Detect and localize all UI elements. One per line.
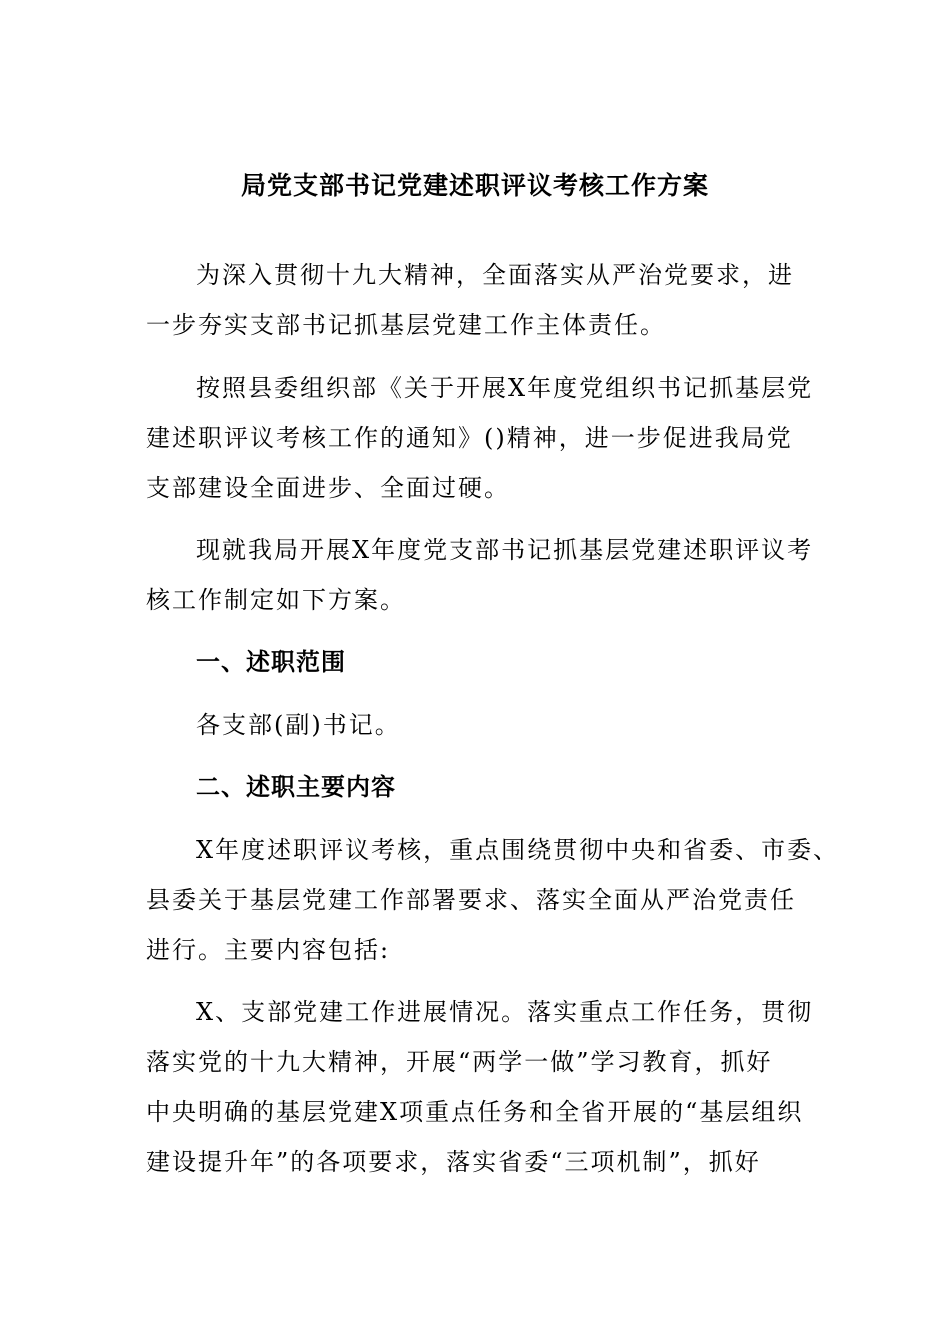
section-heading: 一、述职范围: [196, 648, 346, 676]
paragraph-line: 各支部(副)书记。: [196, 711, 401, 739]
paragraph-line: 落实党的十九大精神，开展“两学一做”学习教育，抓好: [146, 1048, 773, 1076]
paragraph-line: 建设提升年”的各项要求，落实省委“三项机制”，抓好: [146, 1148, 761, 1176]
paragraph-line: 进行。主要内容包括:: [146, 936, 391, 964]
paragraph-line: 一步夯实支部书记抓基层党建工作主体责任。: [146, 311, 666, 339]
paragraph-line: 为深入贯彻十九大精神，全面落实从严治党要求，进: [196, 261, 794, 289]
document-title: 局党支部书记党建述职评议考核工作方案: [240, 171, 709, 200]
paragraph-line: 县委关于基层党建工作部署要求、落实全面从严治党责任: [146, 886, 796, 914]
section-heading: 二、述职主要内容: [196, 773, 396, 801]
paragraph-line: 建述职评议考核工作的通知》()精神，进一步促进我局党: [146, 424, 793, 452]
paragraph-line: 按照县委组织部《关于开展X年度党组织书记抓基层党: [196, 374, 814, 402]
paragraph-line: 中央明确的基层党建X项重点任务和全省开展的“基层组织: [146, 1098, 804, 1126]
paragraph-line: 现就我局开展X年度党支部书记抓基层党建述职评议考: [196, 536, 814, 564]
paragraph-line: 支部建设全面进步、全面过硬。: [146, 474, 510, 502]
paragraph-line: 核工作制定如下方案。: [146, 586, 406, 614]
paragraph-line: X年度述职评议考核，重点围绕贯彻中央和省委、市委、: [196, 836, 840, 864]
paragraph-line: X、支部党建工作进展情况。落实重点工作任务，贯彻: [196, 998, 814, 1026]
